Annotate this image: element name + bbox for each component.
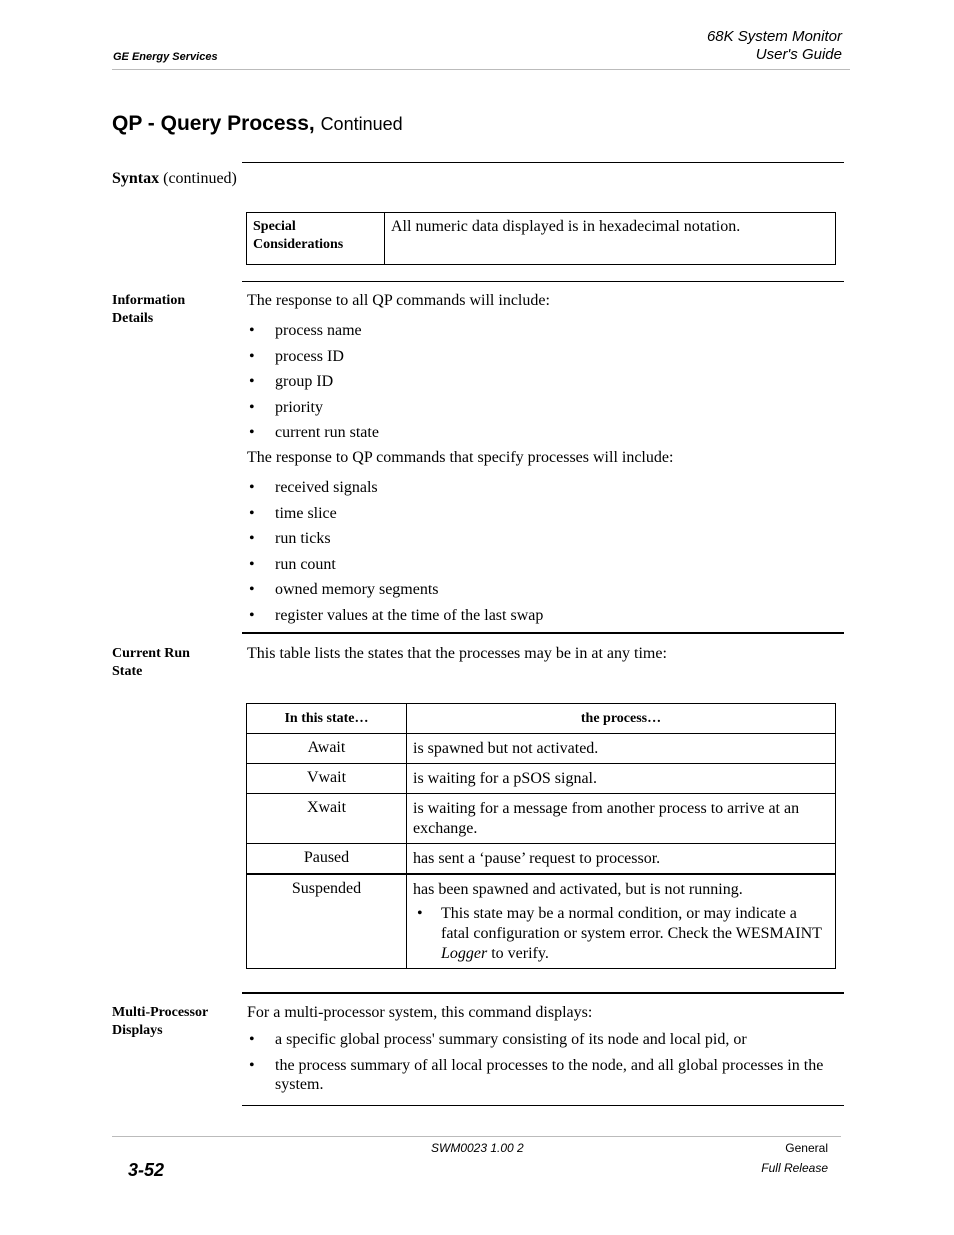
special-considerations-table: [246, 212, 836, 265]
state-cell: Vwait: [247, 764, 407, 794]
list-item: • current run state: [247, 420, 379, 446]
list-item: • run ticks: [247, 526, 543, 552]
special-considerations-label: Special Considerations: [247, 213, 385, 265]
description-cell: has sent a ‘pause’ request to processor.: [407, 844, 836, 874]
information-intro-1: The response to all QP commands will include:: [247, 292, 550, 309]
document-title-line1: 68K System Monitor: [706, 28, 842, 45]
section-divider-syntax: [242, 162, 844, 163]
company-name: GE Energy Services: [113, 51, 218, 63]
table-row: [247, 794, 836, 844]
section-divider-end: [242, 1105, 844, 1106]
table-row: [247, 874, 836, 969]
information-details-label: Information Details: [112, 293, 186, 326]
multi-intro: For a multi-processor system, this command displays:: [247, 1004, 593, 1021]
special-considerations-text: All numeric data displayed is in hexadecimal notation.: [385, 213, 836, 265]
state-cell: Xwait: [247, 794, 407, 844]
current-run-state-label: Current Run State: [112, 646, 190, 679]
list-item: • owned memory segments: [247, 577, 543, 603]
description-cell: has been spawned and activated, but is not running. • This state may be a normal condition, or may indicate a fatal configuration or system error. Check the WESMAINT Logger to verify.: [407, 874, 836, 969]
syntax-label: Syntax (continued): [112, 170, 237, 187]
state-cell: Await: [247, 734, 407, 764]
document-title-line2: User's Guide: [755, 46, 842, 63]
information-list-2: [247, 475, 543, 629]
list-item: • process ID: [247, 344, 379, 370]
list-item: • process name: [247, 318, 379, 344]
section-divider-run-state: [242, 632, 844, 634]
list-item: • priority: [247, 395, 379, 421]
state-cell: Paused: [247, 844, 407, 874]
list-item: • run count: [247, 552, 543, 578]
suspended-note: • This state may be a normal condition, or may indicate a fatal configuration or system error. Check the WESMAINT Logger to verify.: [413, 904, 829, 964]
table-row: [247, 764, 836, 794]
description-cell: is spawned but not activated.: [407, 734, 836, 764]
release-status: Full Release: [761, 1161, 828, 1175]
table-row: [247, 844, 836, 874]
run-state-intro: This table lists the states that the processes may be in at any time:: [247, 645, 667, 662]
multi-list: [247, 1030, 827, 1095]
information-list-1: [247, 318, 379, 446]
footer-divider: [112, 1136, 841, 1137]
page-number: 3-52: [128, 1160, 165, 1180]
table-row: [247, 734, 836, 764]
list-item: • group ID: [247, 369, 379, 395]
table-header-row: [247, 704, 836, 734]
document-category: General: [785, 1141, 828, 1155]
multi-processor-label: Multi-Processor Displays: [112, 1005, 209, 1038]
list-item: • the process summary of all local processes to the node, and all global processes in the system.: [247, 1056, 827, 1095]
section-divider-information: [242, 281, 844, 282]
list-item: • received signals: [247, 475, 543, 501]
section-divider-multi: [242, 992, 844, 994]
description-cell: is waiting for a pSOS signal.: [407, 764, 836, 794]
header-divider: [112, 69, 850, 70]
suspended-note-list: [413, 904, 829, 964]
list-item: • time slice: [247, 501, 543, 527]
column-header-state: In this state…: [247, 704, 407, 734]
column-header-process: the process…: [407, 704, 836, 734]
page-title-main: QP - Query Process,: [112, 112, 315, 135]
document-id: SWM0023 1.00 2: [431, 1141, 524, 1155]
page-title: [112, 112, 403, 136]
document-title: [707, 28, 842, 64]
description-cell: is waiting for a message from another process to arrive at an exchange.: [407, 794, 836, 844]
list-item: • a specific global process' summary consisting of its node and local pid, or: [247, 1030, 827, 1050]
information-intro-2: The response to QP commands that specify processes will include:: [247, 449, 674, 466]
run-state-table: [246, 703, 836, 969]
list-item: • register values at the time of the last swap: [247, 603, 543, 629]
page-title-continued: Continued: [320, 114, 403, 134]
state-cell: Suspended: [247, 874, 407, 969]
